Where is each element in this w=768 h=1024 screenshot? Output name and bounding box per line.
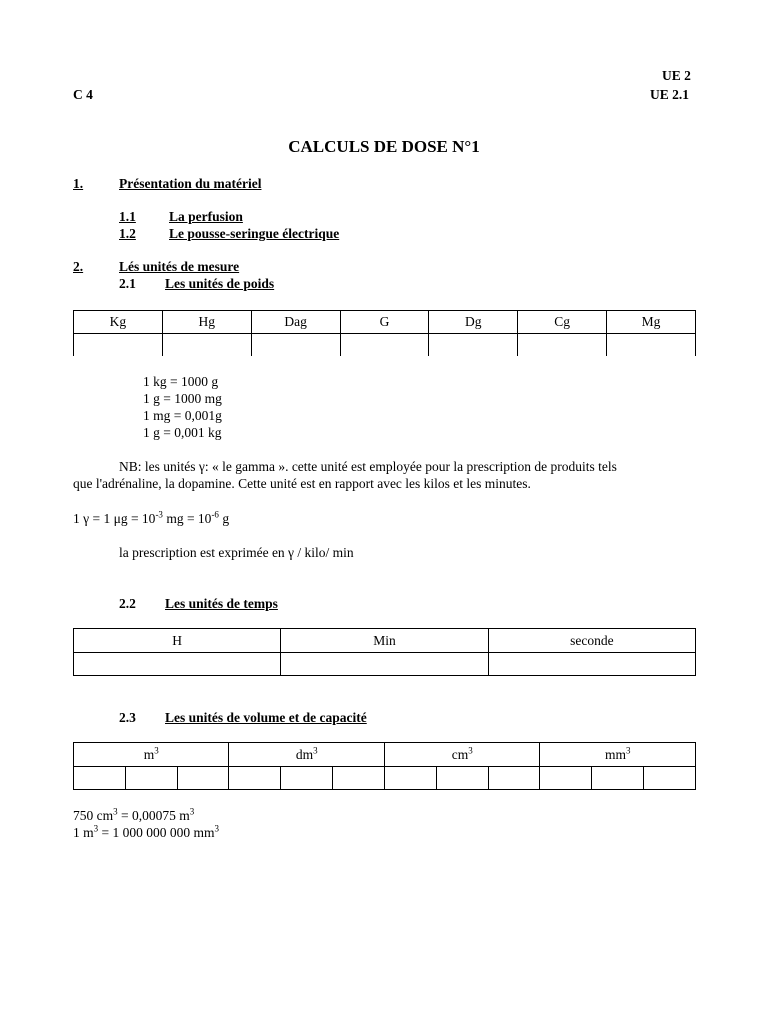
- weight-units-table: [73, 310, 696, 356]
- subsection-1-1-heading: La perfusion: [169, 209, 243, 224]
- volume-unit-cell: [229, 743, 384, 767]
- subsection-2-2-number: 2.2: [119, 596, 136, 611]
- subsection-2-1-heading: Les unités de poids: [165, 276, 275, 291]
- volume-unit-exponent: 3: [313, 745, 318, 755]
- time-unit-cell: H: [74, 629, 281, 653]
- volume-units-table: [73, 742, 696, 790]
- gamma-eq-part: mg = 10: [162, 511, 212, 526]
- header-ue: UE 2: [662, 68, 691, 83]
- volume-unit-base: cm: [451, 746, 469, 762]
- nb-paragraph-line-2: que l'adrénaline, la dopamine. Cette unité est en rapport avec les kilos et les minutes.: [73, 476, 531, 491]
- subsection-1-2-number: 1.2: [119, 226, 136, 241]
- volume-blank-cell: [540, 767, 592, 790]
- weight-blank-cell: [74, 334, 163, 356]
- volume-conversion-2: [73, 825, 219, 841]
- equivalence-line: 1 g = 1000 mg: [143, 391, 222, 406]
- volume-blank-cell: [644, 767, 696, 790]
- weight-blank-cell: [251, 334, 340, 356]
- weight-unit-cell: Mg: [607, 311, 696, 334]
- volume-blank-cell: [177, 767, 229, 790]
- conversion-part: 1 m: [73, 825, 94, 840]
- subsection-2-1-number: 2.1: [119, 276, 136, 291]
- section-1-heading: Présentation du matériel: [119, 176, 262, 191]
- conversion-exponent: 3: [189, 806, 195, 817]
- volume-unit-exponent: 3: [154, 745, 159, 755]
- header-course-code: C 4: [73, 87, 93, 102]
- weight-blank-cell: [162, 334, 251, 356]
- equivalence-line: 1 kg = 1000 g: [143, 374, 219, 389]
- volume-conversion-1: [73, 808, 194, 824]
- volume-unit-base: mm: [604, 746, 626, 762]
- nb-paragraph-line-1: NB: les unités γ: « le gamma ». cette unité est employée pour la prescription de produits tels: [119, 459, 617, 474]
- weight-blank-cell: [607, 334, 696, 356]
- header-ue-sub: UE 2.1: [650, 87, 690, 102]
- weight-unit-cell: Cg: [518, 311, 607, 334]
- subsection-1-2-heading: Le pousse-seringue électrique: [169, 226, 340, 241]
- gamma-eq-exponent: -6: [211, 509, 219, 520]
- volume-blank-cell: [436, 767, 488, 790]
- conversion-exponent: 3: [113, 806, 118, 817]
- time-blank-cell: [488, 653, 695, 676]
- weight-blank-cell: [518, 334, 607, 356]
- volume-blank-cell: [74, 767, 126, 790]
- gamma-eq-part: g: [218, 511, 230, 526]
- time-units-table: [73, 628, 696, 676]
- volume-unit-exponent: 3: [468, 745, 473, 755]
- volume-blank-cell: [281, 767, 333, 790]
- equivalence-line: 1 mg = 0,001g: [143, 408, 222, 423]
- section-2-number: 2.: [73, 259, 84, 274]
- prescription-note: la prescription est exprimée en γ / kilo/ min: [119, 545, 354, 560]
- gamma-eq-exponent: -3: [155, 509, 163, 520]
- conversion-exponent: 3: [214, 823, 220, 834]
- volume-blank-cell: [384, 767, 436, 790]
- equivalence-line: 1 g = 0,001 kg: [143, 425, 222, 440]
- weight-unit-cell: Dag: [251, 311, 340, 334]
- volume-blank-cell: [229, 767, 281, 790]
- subsection-1-1-number: 1.1: [119, 209, 136, 224]
- volume-unit-base: m: [143, 746, 155, 762]
- conversion-part: 750 cm: [73, 808, 114, 823]
- volume-blank-cell: [125, 767, 177, 790]
- volume-blank-cell: [333, 767, 385, 790]
- gamma-eq-part: 1 γ = 1 μg = 10: [73, 511, 156, 526]
- time-blank-cell: [281, 653, 488, 676]
- time-unit-cell: seconde: [488, 629, 695, 653]
- weight-blank-cell: [340, 334, 429, 356]
- subsection-2-3-heading: Les unités de volume et de capacité: [165, 710, 367, 725]
- volume-unit-exponent: 3: [625, 745, 631, 755]
- section-1-number: 1.: [73, 176, 84, 191]
- weight-unit-cell: Kg: [74, 311, 163, 334]
- section-2-heading: Lés unités de mesure: [119, 259, 240, 274]
- conversion-exponent: 3: [93, 823, 99, 834]
- subsection-2-3-number: 2.3: [119, 710, 136, 725]
- conversion-part: = 0,00075 m: [117, 808, 190, 823]
- subsection-2-2-heading: Les unités de temps: [165, 596, 278, 611]
- volume-unit-cell: [384, 743, 539, 767]
- gamma-equation: [73, 511, 229, 527]
- weight-blank-cell: [429, 334, 518, 356]
- conversion-part: = 1 000 000 000 mm: [98, 825, 215, 840]
- volume-unit-cell: [74, 743, 229, 767]
- time-unit-cell: Min: [281, 629, 488, 653]
- volume-blank-cell: [488, 767, 540, 790]
- weight-unit-cell: G: [340, 311, 429, 334]
- page-title: CALCULS DE DOSE N°1: [288, 137, 480, 156]
- volume-unit-cell: [540, 743, 696, 767]
- volume-unit-base: dm: [295, 746, 314, 762]
- weight-unit-cell: Dg: [429, 311, 518, 334]
- volume-blank-cell: [592, 767, 644, 790]
- time-blank-cell: [74, 653, 281, 676]
- weight-unit-cell: Hg: [162, 311, 251, 334]
